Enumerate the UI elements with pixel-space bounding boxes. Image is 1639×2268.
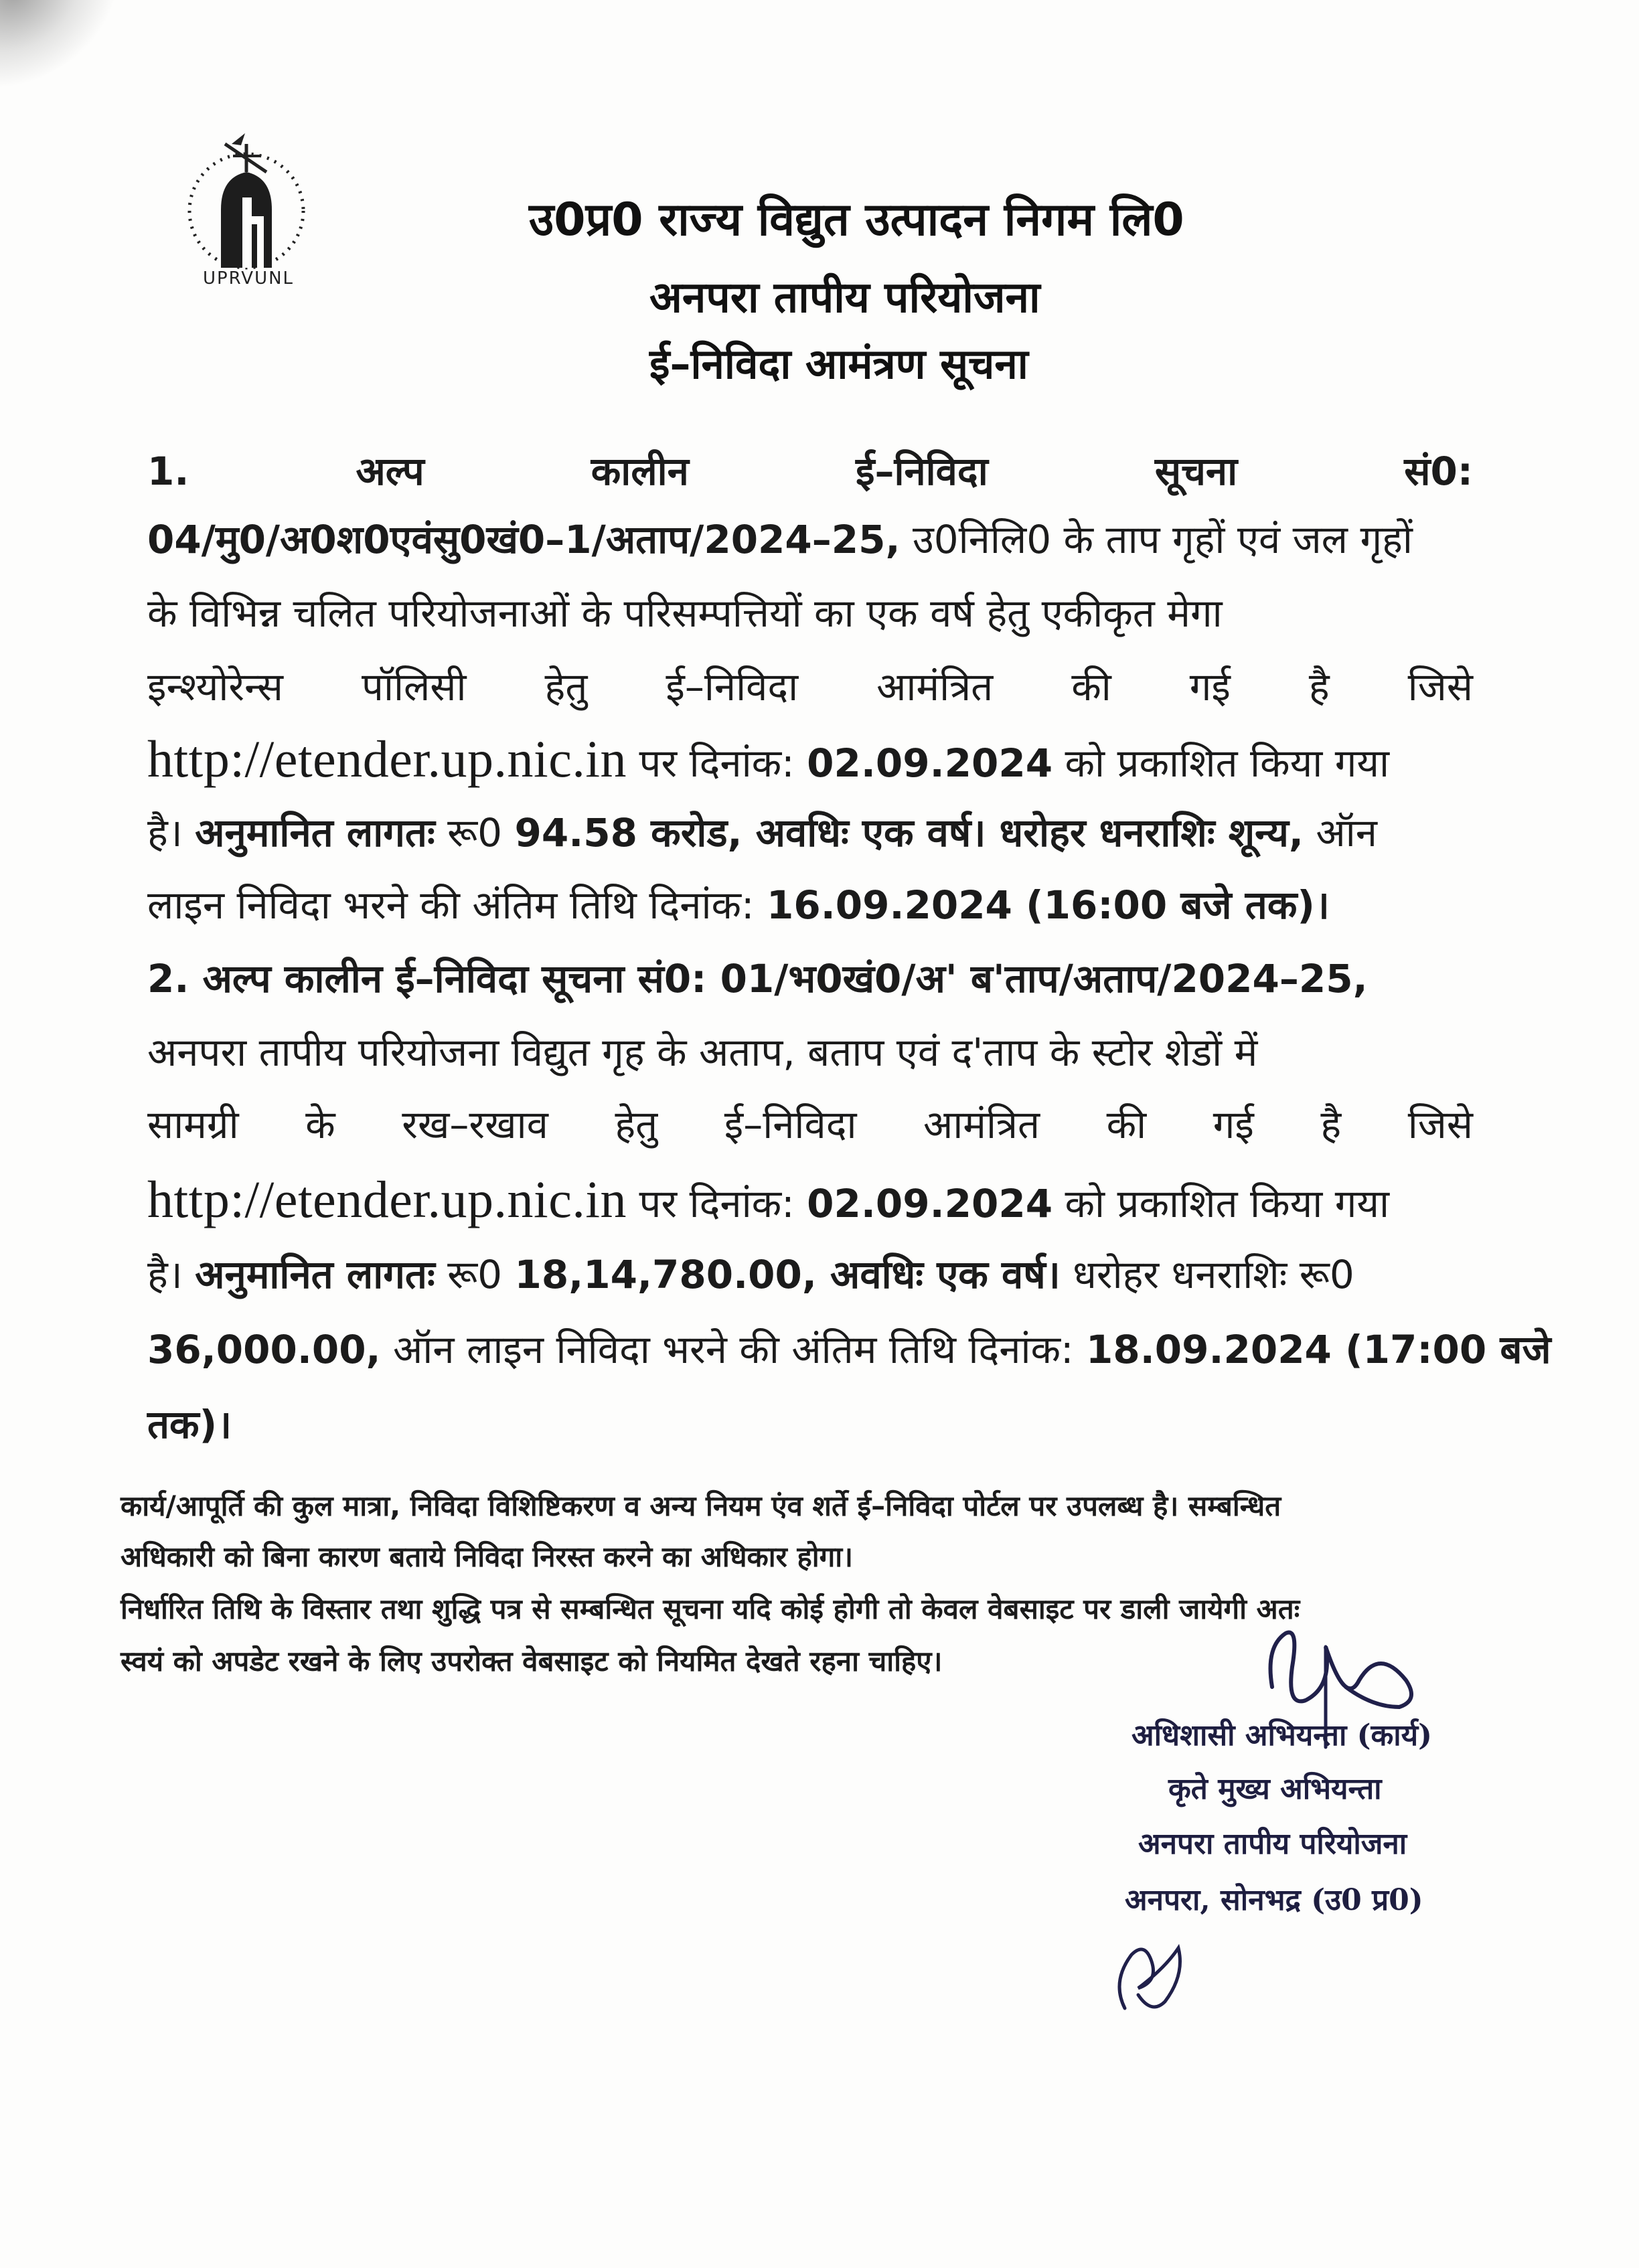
notice1-line1 (147, 435, 1473, 507)
uprvunl-logo (166, 131, 333, 298)
notice1-line5 (147, 723, 1473, 795)
footer-line4: स्वयं को अपडेट रखने के लिए उपरोक्त वेबसाइट को नियमित देखते रहना चाहिए। (121, 1645, 943, 1678)
earnest-money: 36,000.00, (147, 1327, 381, 1372)
word: सामग्री (147, 1102, 239, 1147)
text: है। (147, 1252, 183, 1297)
notice1-number: 1. (147, 449, 189, 494)
publish-date: 02.09.2024 (807, 1181, 1053, 1226)
scan-shadow (0, 0, 150, 123)
notice2-line7: तक)। (147, 1402, 232, 1447)
notice1-line6 (147, 797, 1473, 869)
signatory-project: अनपरा तापीय परियोजना (1138, 1827, 1407, 1861)
footer-line1: कार्य/आपूर्ति की कुल मात्रा, निविदा विशिष्टिकरण व अन्य नियम एंव शर्ते ई–निविदा पोर्टल पर उपलब्ध है। सम्बन्धित (121, 1489, 1281, 1522)
text: है। (147, 810, 183, 856)
word: अल्प (356, 449, 424, 494)
text: लाइन निविदा भरने की अंतिम तिथि दिनांक: (147, 882, 755, 928)
text: को प्रकाशित किया गया (1065, 740, 1390, 786)
logo-emblem-icon (166, 131, 333, 274)
footer-line3: निर्धारित तिथि के विस्तार तथा शुद्धि पत्र से सम्बन्धित सूचना यदि कोई होगी तो केवल वेबसाइट पर डाली जायेगी अतः (121, 1593, 1300, 1625)
notice2-line4 (147, 1163, 1473, 1236)
text: ऑन लाइन निविदा भरने की अंतिम तिथि दिनांक: (393, 1327, 1074, 1372)
word: हेतु (544, 664, 588, 710)
notice2-line3 (147, 1088, 1473, 1161)
text: उ0निलि0 के ताप गृहों एवं जल गृहों (912, 517, 1413, 562)
word: आमंत्रित (876, 664, 994, 710)
estimated-cost-label: अनुमानित लागतः (195, 810, 435, 856)
word: है (1308, 664, 1330, 710)
word: जिसे (1407, 1102, 1473, 1147)
word: सं0: (1404, 449, 1473, 494)
etender-url-link[interactable]: http://etender.up.nic.in (147, 730, 627, 788)
signatory-on-behalf: कृते मुख्य अभियन्ता (1168, 1772, 1382, 1806)
text: रू0 (447, 810, 503, 856)
text: रू0 (447, 1252, 503, 1297)
publish-date: 02.09.2024 (807, 740, 1053, 786)
last-date: 18.09.2024 (17:00 बजे (1086, 1327, 1551, 1372)
notice1-line3: के विभिन्न चलित परियोजनाओं के परिसम्पत्तियों का एक वर्ष हेतु एकीकृत मेगा (147, 590, 1223, 636)
notice2-line2: अनपरा तापीय परियोजना विद्युत गृह के अताप, बताप एवं द'ताप के स्टोर शेडों में (147, 1030, 1258, 1075)
cost-details: 94.58 करोड, अवधिः एक वर्ष। धरोहर धनराशिः शून्य, (514, 810, 1304, 856)
initials-scribble-icon (1098, 1928, 1205, 2022)
notice1-line7 (147, 869, 1473, 941)
text: धरोहर धनराशिः रू0 (1073, 1252, 1354, 1297)
org-name: उ0प्र0 राज्य विद्युत उत्पादन निगम लि0 (529, 193, 1184, 246)
notice1-line4 (147, 651, 1473, 723)
word: आमंत्रित (923, 1102, 1040, 1147)
word: कालीन (591, 449, 689, 494)
text: पर दिनांक: (639, 740, 795, 786)
notice2-line5 (147, 1238, 1473, 1311)
last-date: 16.09.2024 (16:00 बजे तक)। (767, 882, 1330, 928)
word: की (1071, 664, 1111, 710)
notice1-ref: 04/मु0/अ0श0एवंसु0खं0–1/अताप/2024–25, (147, 517, 901, 562)
project-name: अनपरा तापीय परियोजना (649, 273, 1040, 323)
signatory-designation: अधिशासी अभियन्ता (कार्य) (1131, 1718, 1433, 1753)
estimated-cost-label: अनुमानित लागतः (195, 1252, 435, 1297)
word: जिसे (1407, 664, 1473, 710)
word: पॉलिसी (362, 664, 467, 710)
word: की (1106, 1102, 1147, 1147)
text: ऑन (1316, 810, 1377, 856)
text: पर दिनांक: (639, 1181, 795, 1226)
notice-title: ई–निविदा आमंत्रण सूचना (649, 339, 1028, 388)
signatory-location: अनपरा, सोनभद्र (उ0 प्र0) (1125, 1883, 1423, 1917)
word: ई–निविदा (855, 449, 988, 494)
etender-url-link[interactable]: http://etender.up.nic.in (147, 1170, 627, 1228)
word: है (1320, 1102, 1342, 1147)
word: हेतु (615, 1102, 658, 1147)
word: गई (1189, 664, 1231, 710)
notice2-line6 (147, 1313, 1551, 1386)
word: गई (1213, 1102, 1254, 1147)
word: ई–निविदा (666, 664, 799, 710)
word: सूचना (1154, 449, 1238, 494)
text: को प्रकाशित किया गया (1065, 1181, 1390, 1226)
notice2-line1: 2. अल्प कालीन ई–निविदा सूचना सं0: 01/भ0खं0/अ' ब'ताप/अताप/2024–25, (147, 956, 1368, 1001)
logo-caption: UPRVUNL (202, 268, 295, 289)
word: रख–रखाव (402, 1102, 548, 1147)
word: इन्श्योरेन्स (147, 664, 284, 710)
footer-line2: अधिकारी को बिना कारण बताये निविदा निरस्त करने का अधिकार होगा। (121, 1540, 854, 1573)
cost-details: 18,14,780.00, अवधिः एक वर्ष। (514, 1252, 1061, 1297)
notice1-line2 (147, 503, 1473, 576)
word: के (305, 1102, 335, 1147)
word: ई–निविदा (724, 1102, 857, 1147)
